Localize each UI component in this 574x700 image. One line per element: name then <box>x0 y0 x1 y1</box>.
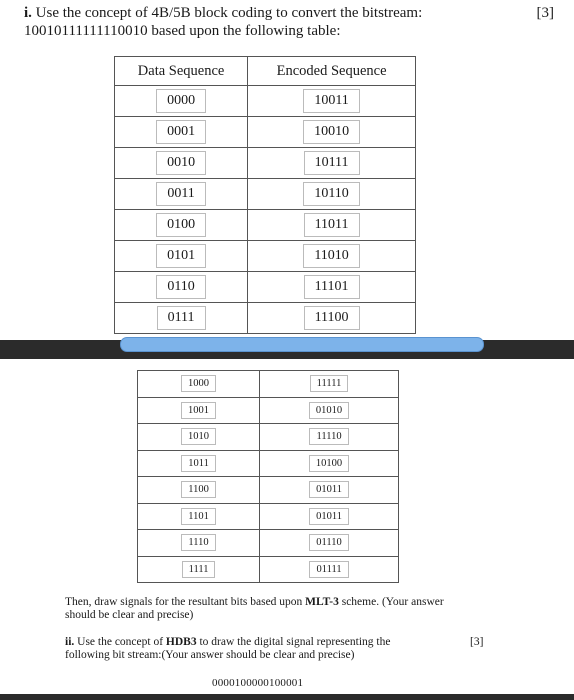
table-row <box>115 117 416 148</box>
data-sequence-cell <box>115 117 248 148</box>
table-row <box>115 272 416 303</box>
table-row <box>138 477 399 504</box>
data-sequence-cell <box>115 241 248 272</box>
question-1-line-2 <box>24 22 554 40</box>
data-sequence-cell <box>138 530 260 557</box>
data-sequence-cell-value: 0001 <box>156 120 206 144</box>
data-sequence-cell-value: 0010 <box>156 151 206 175</box>
encoded-sequence-cell-value: 11100 <box>304 306 360 330</box>
encoded-sequence-cell-value: 11011 <box>304 213 360 237</box>
data-sequence-cell-value: 1101 <box>181 508 216 525</box>
data-sequence-cell-value: 0110 <box>156 275 205 299</box>
encoded-sequence-cell <box>248 117 416 148</box>
question-2-text-after: to draw the digital signal representing the following bit stream:(Your answer should be clear and precise) <box>65 636 391 661</box>
data-sequence-cell <box>138 556 260 583</box>
question-2-text-before: Use the concept of <box>77 636 164 648</box>
data-sequence-cell <box>138 503 260 530</box>
then-text-before: Then, draw signals for the resultant bits based upon <box>65 596 303 608</box>
data-sequence-cell-value: 1001 <box>181 402 216 419</box>
table-row <box>138 371 399 398</box>
data-sequence-cell-value: 1000 <box>181 375 216 392</box>
data-sequence-cell <box>138 424 260 451</box>
data-sequence-cell-value: 1011 <box>181 455 216 472</box>
encoded-sequence-cell <box>260 556 399 583</box>
encoded-sequence-cell <box>260 371 399 398</box>
encoded-sequence-cell <box>260 503 399 530</box>
then-instruction <box>65 596 465 622</box>
data-sequence-cell-value: 1100 <box>181 481 216 498</box>
encoded-sequence-cell-value: 01011 <box>309 508 349 525</box>
data-sequence-cell <box>138 397 260 424</box>
encoded-sequence-cell <box>248 303 416 334</box>
then-scheme: MLT-3 <box>305 596 339 608</box>
encoded-sequence-cell-value: 11010 <box>303 244 359 268</box>
table-row <box>115 148 416 179</box>
encoded-sequence-cell <box>248 272 416 303</box>
encoded-sequence-cell <box>260 397 399 424</box>
table-row <box>138 397 399 424</box>
encoded-sequence-cell-value: 10110 <box>303 182 359 206</box>
data-sequence-cell-value: 0000 <box>156 89 206 113</box>
encoded-sequence-cell-value: 11110 <box>309 428 348 445</box>
question-1-text-rest: based upon the following table: <box>151 23 341 39</box>
data-sequence-cell <box>138 450 260 477</box>
encoded-sequence-cell <box>248 148 416 179</box>
data-sequence-cell <box>115 210 248 241</box>
encoded-sequence-cell <box>260 450 399 477</box>
question-1 <box>24 4 554 40</box>
header-encoded-sequence: Encoded Sequence <box>248 57 416 86</box>
data-sequence-cell <box>115 86 248 117</box>
data-sequence-cell-value: 0011 <box>156 182 205 206</box>
encoded-sequence-cell <box>248 179 416 210</box>
data-sequence-cell-value: 0101 <box>156 244 206 268</box>
encoded-sequence-cell-value: 10100 <box>309 455 349 472</box>
table-row <box>138 503 399 530</box>
question-1-marks: [3] <box>536 5 554 21</box>
data-sequence-cell <box>115 179 248 210</box>
data-sequence-cell <box>115 272 248 303</box>
encoded-sequence-cell-value: 01111 <box>309 561 348 578</box>
encoded-sequence-cell <box>260 477 399 504</box>
table-body <box>115 86 416 334</box>
question-1-bitstream: 10010111111110010 <box>24 23 148 39</box>
table-row <box>115 179 416 210</box>
table-body <box>138 371 399 583</box>
encoded-sequence-cell-value: 01010 <box>309 402 349 419</box>
data-sequence-cell-value: 1010 <box>181 428 216 445</box>
question-2-marks: [3] <box>470 636 484 648</box>
table-row <box>138 556 399 583</box>
table-row <box>138 424 399 451</box>
data-sequence-cell <box>115 148 248 179</box>
question-1-line-1 <box>24 4 554 22</box>
question-1-label: i. <box>24 5 32 21</box>
encoded-sequence-cell-value: 11101 <box>304 275 360 299</box>
data-sequence-cell-value: 0111 <box>157 306 206 330</box>
scrollbar-handle[interactable] <box>120 337 484 352</box>
table-row <box>138 530 399 557</box>
encoded-sequence-cell-value: 10011 <box>303 89 359 113</box>
data-sequence-cell-value: 0100 <box>156 213 206 237</box>
data-sequence-cell <box>115 303 248 334</box>
table-row <box>115 241 416 272</box>
question-1-text: Use the concept of 4B/5B block coding to convert the bitstream: <box>35 5 423 21</box>
encoded-sequence-cell-value: 10010 <box>303 120 360 144</box>
encoded-sequence-cell <box>248 210 416 241</box>
encoded-sequence-cell <box>260 530 399 557</box>
table-row <box>115 86 416 117</box>
encoded-sequence-cell <box>248 86 416 117</box>
table-header-row <box>115 57 416 86</box>
data-sequence-cell-value: 1110 <box>181 534 215 551</box>
bottom-bar <box>0 694 574 700</box>
encoded-sequence-cell-value: 11111 <box>310 375 349 392</box>
question-2-scheme: HDB3 <box>165 636 197 648</box>
encoded-sequence-cell <box>260 424 399 451</box>
question-2-label: ii. <box>65 636 75 648</box>
then-text-after: scheme. (Your answer should be clear and precise) <box>65 596 444 621</box>
header-data-sequence: Data Sequence <box>115 57 248 86</box>
data-sequence-cell <box>138 371 260 398</box>
table-row <box>115 210 416 241</box>
table-row <box>115 303 416 334</box>
data-sequence-cell-value: 1111 <box>182 561 216 578</box>
block-coding-table-top <box>114 56 416 334</box>
block-coding-table-bottom <box>137 370 399 583</box>
table-row <box>138 450 399 477</box>
encoded-sequence-cell <box>248 241 416 272</box>
encoded-sequence-cell-value: 01011 <box>309 481 349 498</box>
data-sequence-cell <box>138 477 260 504</box>
encoded-sequence-cell-value: 10111 <box>304 151 360 175</box>
encoded-sequence-cell-value: 01110 <box>309 534 348 551</box>
question-2 <box>65 636 425 662</box>
question-2-bitstream: 0000100000100001 <box>212 677 304 689</box>
